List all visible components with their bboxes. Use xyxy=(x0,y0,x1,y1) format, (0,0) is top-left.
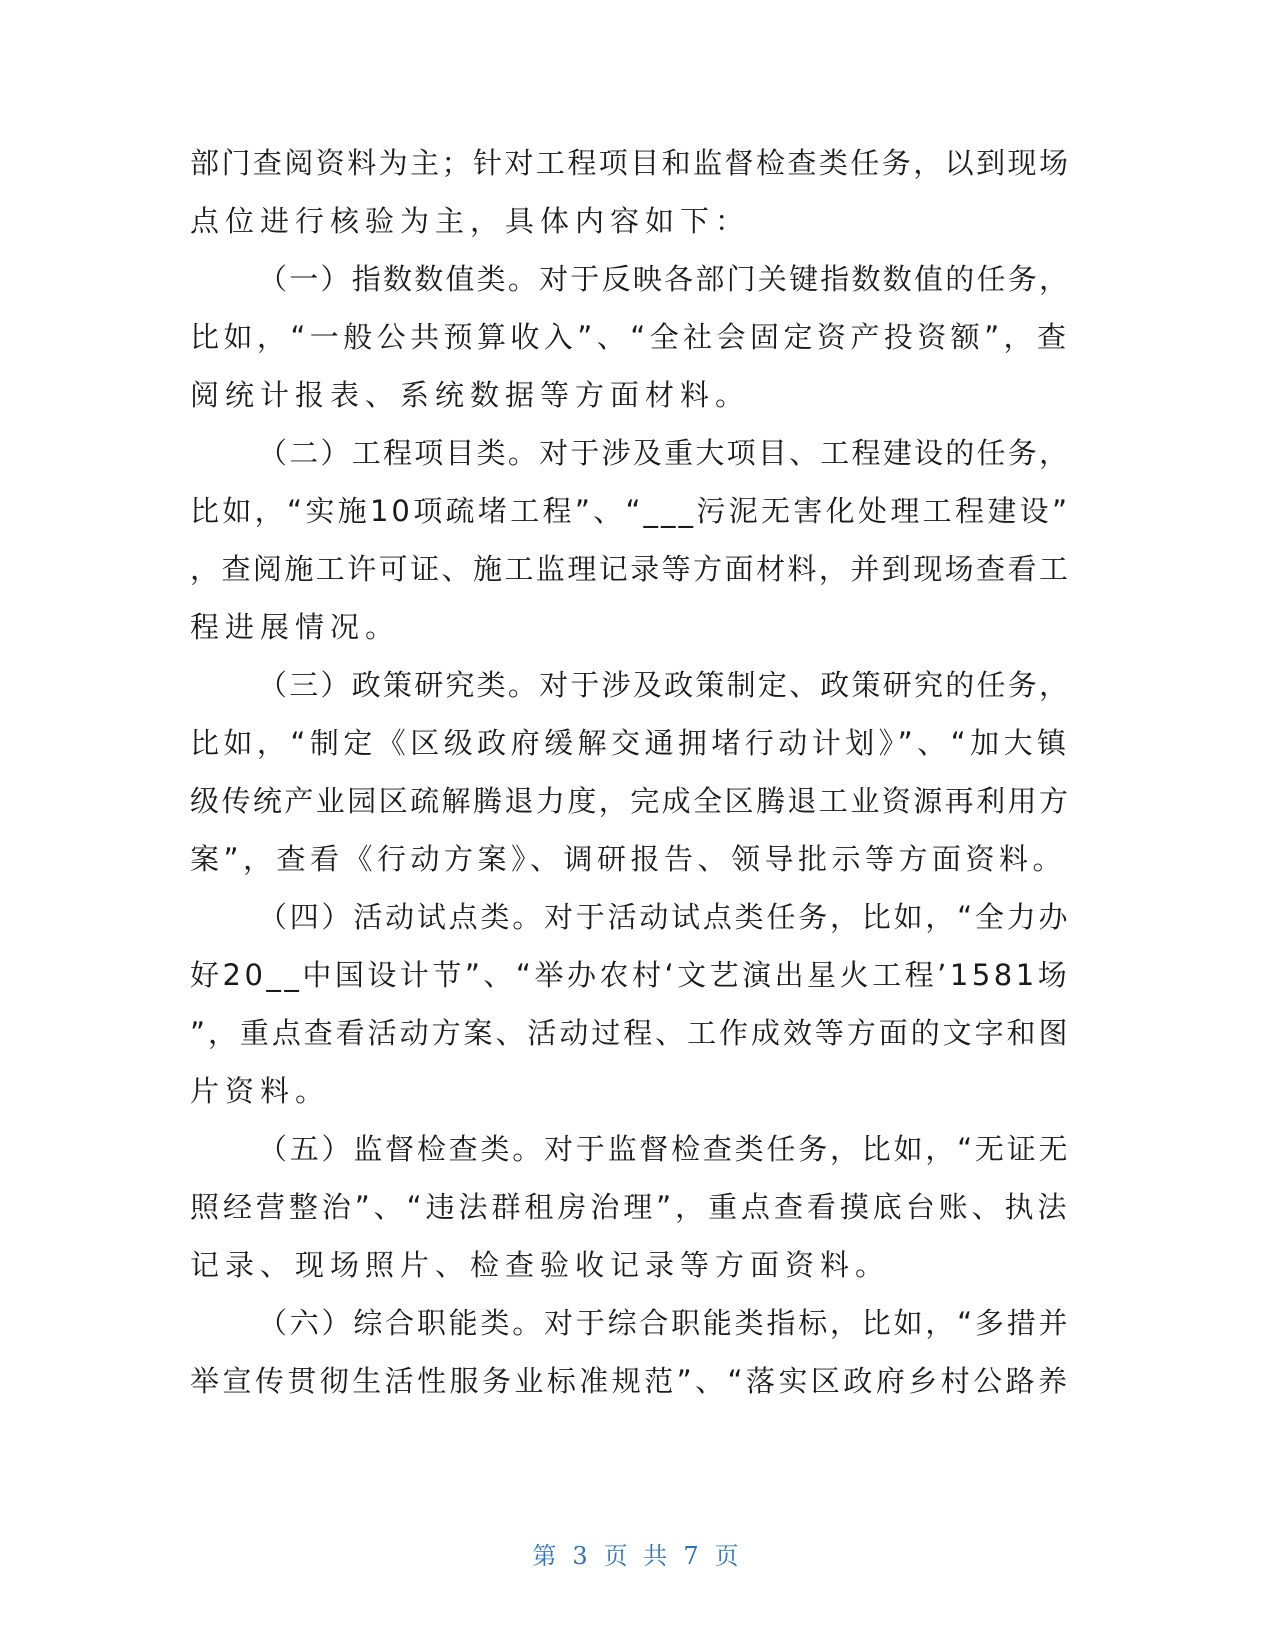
text-line: 照经营整治”、“违法群租房治理”，重点查看摸底台账、执法 xyxy=(190,1190,1070,1224)
text-line: 举宣传贯彻生活性服务业标准规范”、“落实区政府乡村公路养 xyxy=(190,1364,1070,1398)
footer-current-page: 3 xyxy=(572,1542,592,1570)
footer-suffix: 页 xyxy=(714,1542,743,1570)
text-line: （五）监督检查类。对于监督检查类任务，比如，“无证无 xyxy=(258,1132,1070,1166)
text-line: ，查阅施工许可证、施工监理记录等方面材料，并到现场查看工 xyxy=(190,552,1070,586)
text-line: 好20__中国设计节”、“举办农村‘文艺演出星火工程’1581场 xyxy=(190,958,1071,992)
text-line: （三）政策研究类。对于涉及政策制定、政策研究的任务， xyxy=(258,668,1070,702)
text-line: 点位进行核验为主，具体内容如下： xyxy=(190,204,751,238)
text-line: （四）活动试点类。对于活动试点类任务，比如，“全力办 xyxy=(258,900,1070,934)
footer-total-pages: 7 xyxy=(683,1542,703,1570)
text-line: 部门查阅资料为主；针对工程项目和监督检查类任务，以到现场 xyxy=(190,146,1070,180)
text-line: 比如，“实施10项疏堵工程”、“___污泥无害化处理工程建设” xyxy=(190,494,1070,528)
text-line: 级传统产业园区疏解腾退力度，完成全区腾退工业资源再利用方 xyxy=(190,784,1070,818)
text-line: 案”，查看《行动方案》、调研报告、领导批示等方面资料。 xyxy=(190,842,1067,876)
text-line: ”，重点查看活动方案、活动过程、工作成效等方面的文字和图 xyxy=(190,1016,1070,1050)
text-line: 记录、现场照片、检查验收记录等方面资料。 xyxy=(190,1248,891,1282)
page-footer xyxy=(0,1536,1275,1571)
text-line: （六）综合职能类。对于综合职能类指标，比如，“多措并 xyxy=(258,1306,1070,1340)
text-line: 程进展情况。 xyxy=(190,610,401,644)
text-line: 阅统计报表、系统数据等方面材料。 xyxy=(190,378,751,412)
text-line: 比如，“制定《区级政府缓解交通拥堵行动计划》”、“加大镇 xyxy=(190,726,1070,760)
text-line: （一）指数数值类。对于反映各部门关键指数数值的任务， xyxy=(258,262,1070,296)
text-line: 比如，“一般公共预算收入”、“全社会固定资产投资额”，查 xyxy=(190,320,1070,354)
footer-prefix: 第 xyxy=(532,1542,561,1570)
text-line: （二）工程项目类。对于涉及重大项目、工程建设的任务， xyxy=(258,436,1070,470)
text-line: 片资料。 xyxy=(190,1074,331,1108)
footer-mid: 页 共 xyxy=(603,1542,672,1570)
